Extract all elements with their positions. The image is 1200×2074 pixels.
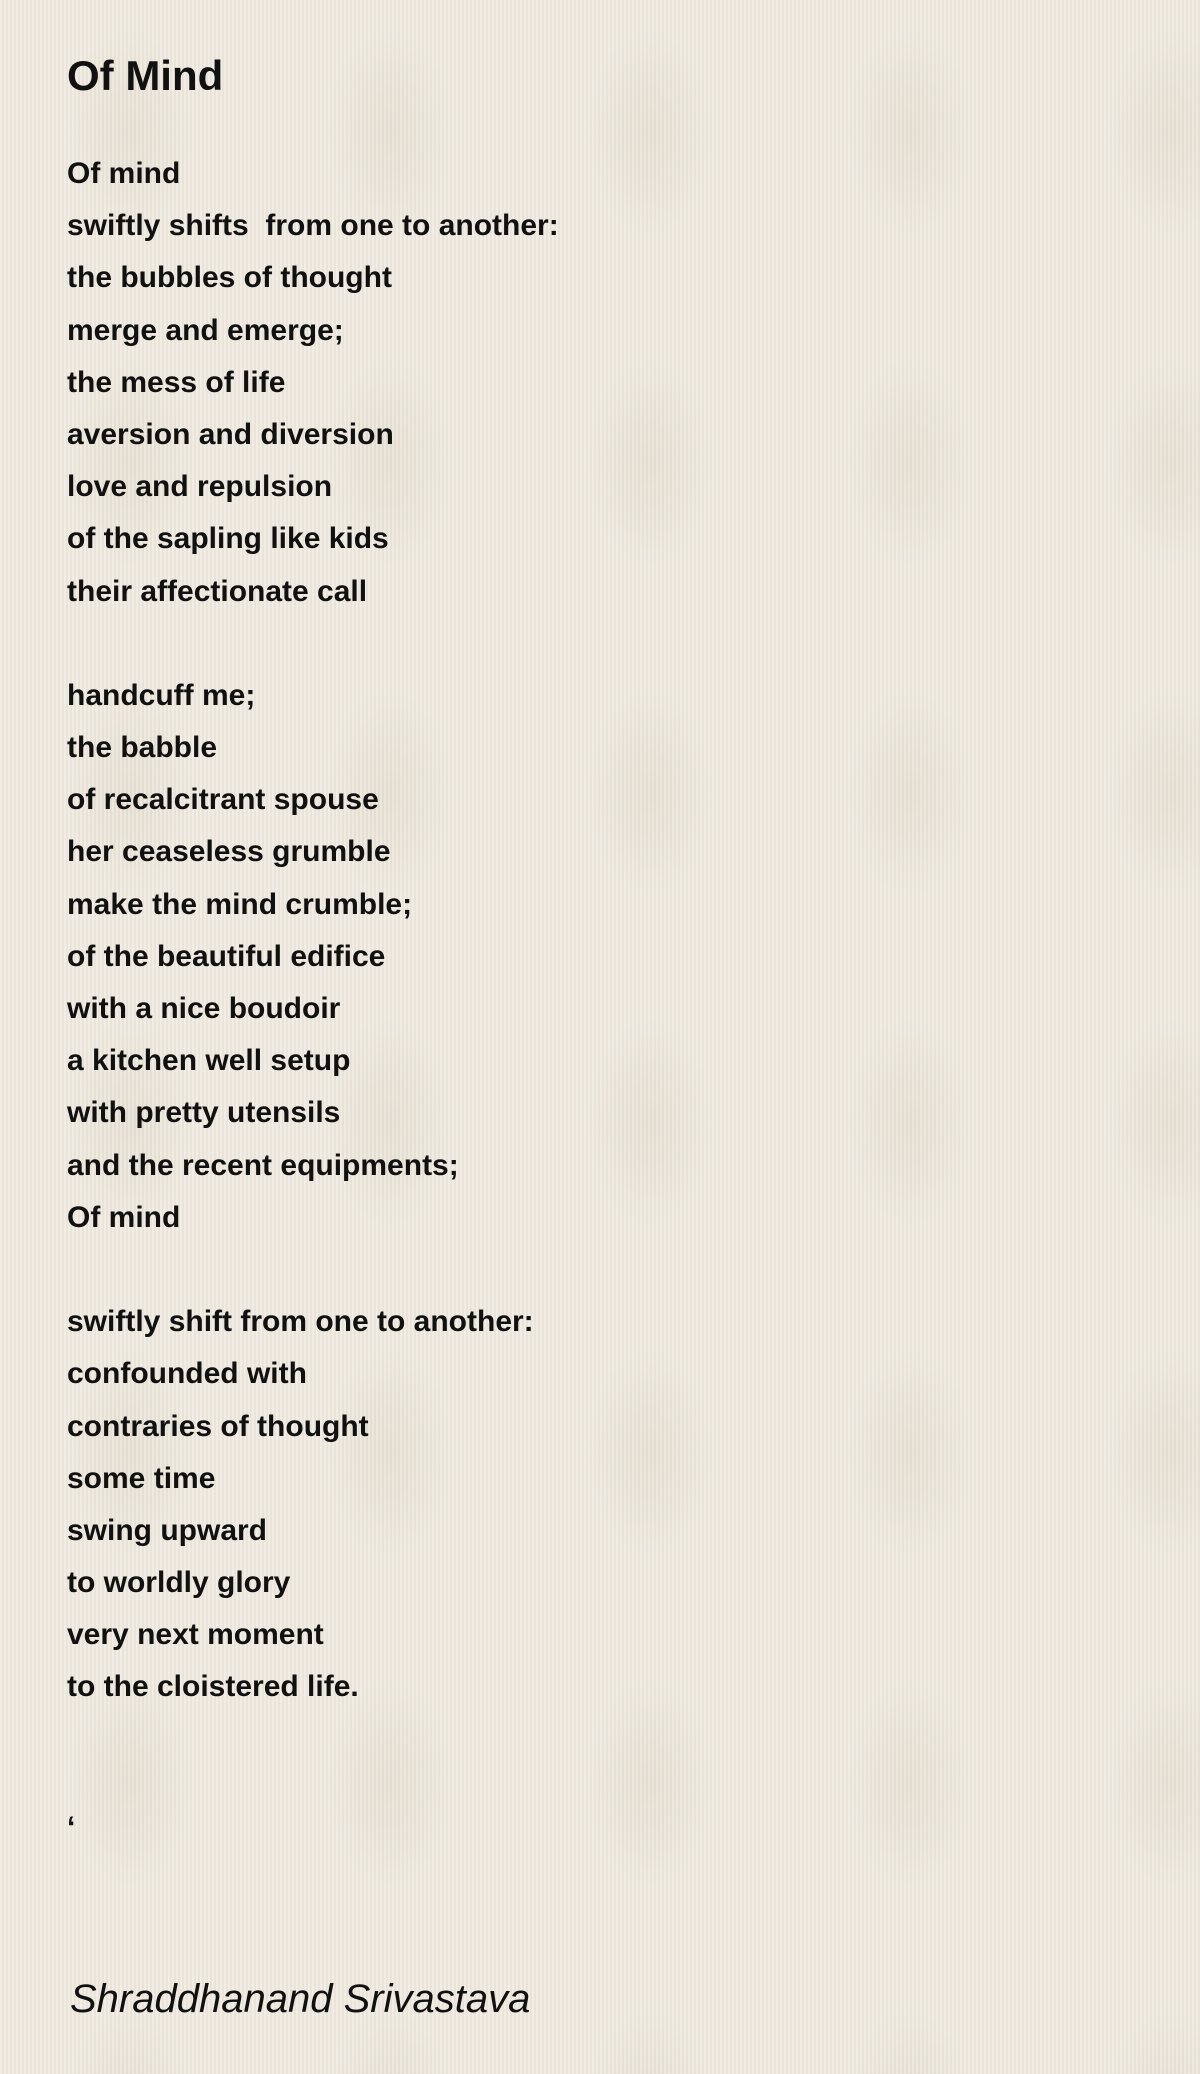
poem-line: aversion and diversion (67, 417, 394, 451)
poem-line: the babble (67, 731, 218, 765)
poem-line: of the sapling like kids (67, 522, 389, 556)
poem-line: with a nice boudoir (67, 992, 341, 1025)
poem-line: the bubbles of thought (67, 261, 392, 295)
poem-line: to worldly glory (67, 1566, 291, 1600)
poem-line: of the beautiful edifice (67, 939, 386, 973)
poem-line: swing upward (67, 1513, 268, 1547)
poem-line: swiftly shift from one to another: (67, 1305, 534, 1339)
poem-line: very next moment (67, 1618, 324, 1652)
poem-line: with pretty utensils (67, 1096, 341, 1130)
poem-line: make the mind crumble; (67, 887, 413, 921)
poem-title: Of Mind (67, 52, 224, 99)
poem-line: a kitchen well setup (67, 1044, 351, 1078)
poem-line: swiftly shifts from one to another: (67, 209, 559, 243)
poem-line: her ceaseless grumble (67, 835, 391, 869)
poem-line: Of mind (67, 1200, 181, 1234)
poem-line: and the recent equipments; (67, 1148, 459, 1182)
poem-line: some time (67, 1461, 216, 1495)
stanza-break (67, 1244, 1127, 1296)
poem-line: of recalcitrant spouse (67, 783, 379, 817)
poem-line: the mess of life (67, 365, 286, 399)
poem-line: confounded with (67, 1357, 307, 1391)
stanza-break (67, 618, 1127, 670)
quote-mark: ‘ (67, 1811, 76, 1844)
poem-line: love and repulsion (67, 470, 333, 504)
poem-author: Shraddhanand Srivastava (70, 1977, 531, 2021)
poem-line: Of mind (67, 157, 181, 190)
poem-line: contraries of thought (67, 1409, 369, 1443)
poem-line: to the cloistered life. (67, 1670, 359, 1704)
poem-line: handcuff me; (67, 678, 256, 712)
poem-body (67, 148, 1127, 1714)
poem-line: merge and emerge; (67, 313, 344, 347)
poem-line: their affectionate call (67, 574, 368, 608)
